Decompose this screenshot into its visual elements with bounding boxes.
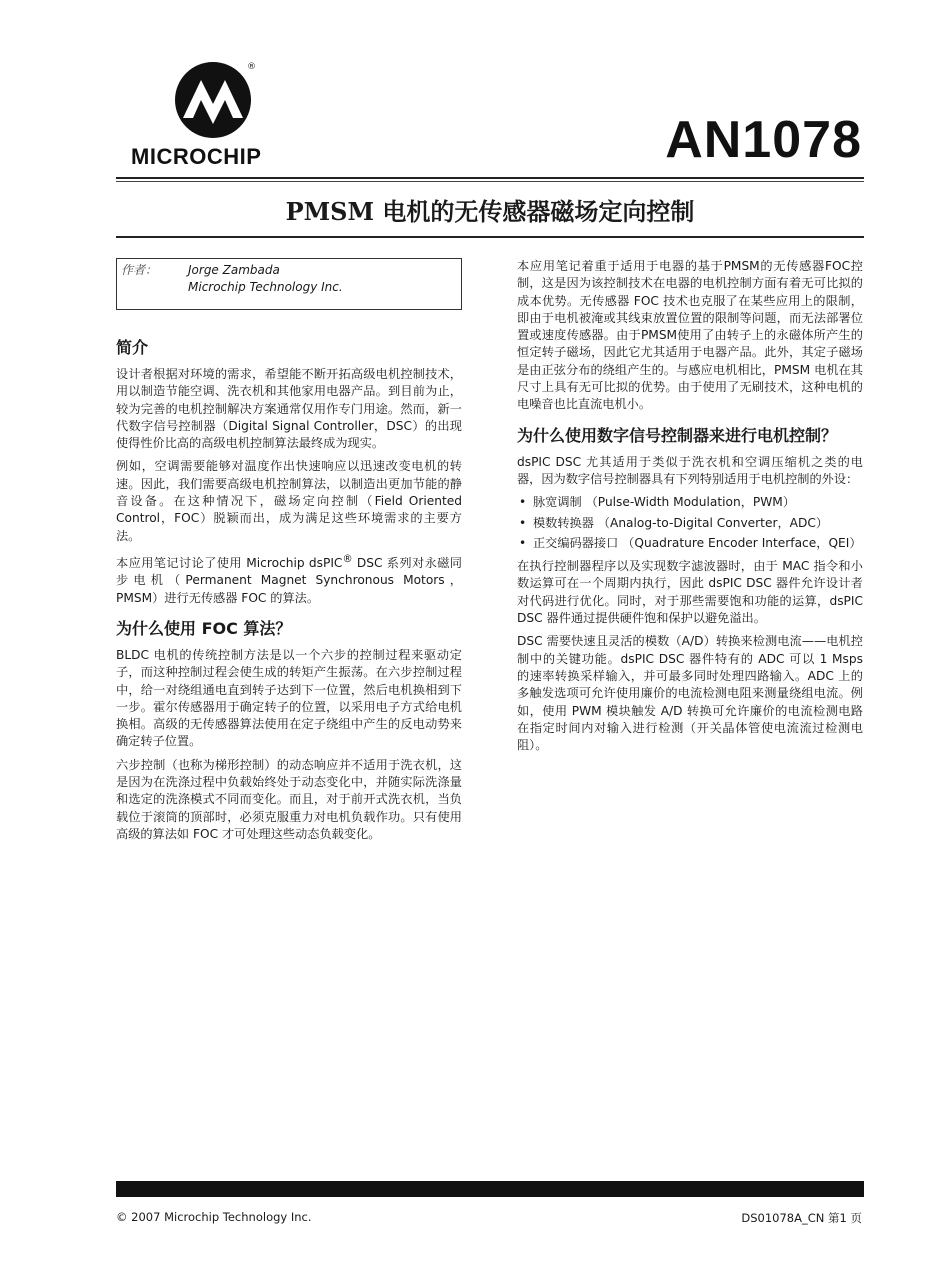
footer-bar (116, 1181, 864, 1197)
list-item (517, 494, 863, 511)
dsc-paragraph-2: 在执行控制器程序以及实现数字滤波器时，由于 MAC 指令和小数运算可在一个周期内执行，因此 dsPIC DSC 器件允许设计者对代码进行优化。同时，对于那些需要饱和功能的运算，dsPIC DSC 器件通过提供硬件饱和保护以避免溢出。 (517, 559, 863, 626)
intro-p3-start: 本应用笔记讨论了使用 Microchip dsPIC (116, 556, 343, 571)
footer-copyright: © 2007 Microchip Technology Inc. (116, 1210, 312, 1224)
intro-heading: 简介 (116, 338, 149, 357)
author-info (188, 262, 343, 296)
footer-page-ref: DS01078A_CN 第1 页 (741, 1211, 862, 1225)
registered-mark: ® (342, 553, 353, 565)
list-item-text: 正交编码器接口 （Quadrature Encoder Interface，QEI） (533, 535, 862, 550)
right-column (517, 258, 863, 760)
right-paragraph-1: 本应用笔记着重于适用于电器的基于PMSM的无传感器FOC控制，这是因为该控制技术在电器的电机控制方面有着无可比拟的成本优势。无传感器 FOC 技术也克服了在某些应用上的限制，即由于电机被淹或其线束放置位置的限制等问题，而无法部署位置或速度传感器。由于PMSM使用了由转子上的永磁体所产生的恒定转子磁场，因此它尤其适用于电器产品。此外，其定子磁场是由正弦分布的绕组产生的。与感应电机相比，PMSM 电机在其尺寸上具有无可比拟的优势。由于使用了无刷技术，这种电机的电噪音也比直流电机小。 (517, 259, 863, 412)
bullet-icon: • (519, 515, 527, 530)
title-rule (116, 236, 864, 238)
header-rule-thin (116, 181, 864, 182)
dsc-paragraph-3: DSC 需要快速且灵活的模数（A/D）转换来检测电流——电机控制中的关键功能。dsPIC DSC 器件特有的 ADC 可以 1 Msps 的速率转换采样输入，并可最多同时处理四路输入。ADC 上的多触发选项可允许使用廉价的电流检测电阻来测量绕组电流。例如，使用 PWM 模块触发 A/D 转换可允许廉价的电流检测电路在指定时间内对输入进行检测（开关晶体管使电流流过检测电阻）。 (517, 634, 863, 753)
intro-paragraph-2: 例如，空调需要能够对温度作出快速响应以迅速改变电机的转速。因此，我们需要高级电机控制算法，以制造出更加节能的静音设备。在这种情况下，磁场定向控制（Field Oriented Control，FOC）脱颖而出，成为满足这些环境需求的主要方法。 (116, 459, 462, 543)
registered-mark: ® (247, 62, 256, 72)
page-title: PMSM 电机的无传感器磁场定向控制 (285, 197, 695, 226)
why-foc-heading: 为什么使用 FOC 算法？ (116, 618, 292, 638)
author-label: 作者： (121, 263, 158, 277)
list-item (517, 515, 863, 532)
author-company: Microchip Technology Inc. (188, 280, 343, 294)
why-foc-paragraph-2: 六步控制（也称为梯形控制）的动态响应并不适用于洗衣机，这是因为在洗涤过程中负载始终处于动态变化中，并随实际洗涤量和选定的洗涤模式不同而变化。而且，对于前开式洗衣机，当负载位于滚筒的顶部时，必须克服重力对电机负载作功。只有使用高级的算法如 FOC 才可处理这些动态负载变化。 (116, 757, 462, 841)
dsc-paragraph-1: dsPIC DSC 尤其适用于类似于洗衣机和空调压缩机之类的电器，因为数字信号控制器具有下列特别适用于电机控制的外设： (517, 454, 863, 486)
left-column (116, 258, 462, 849)
author-box (116, 258, 462, 310)
dsc-heading: 为什么使用数字信号控制器来进行电机控制？ (517, 425, 838, 445)
bullet-icon: • (519, 535, 527, 550)
microchip-logo-icon (171, 60, 255, 140)
intro-paragraph-1: 设计者根据对环境的需求，希望能不断开拓高级电机控制技术，用以制造节能空调、洗衣机和其他家用电器产品。到目前为止，较为完善的电机控制解决方案通常仅用作专门用途。然而，新一代数字信号控制器（Digital Signal Controller，DSC）的出现使得性价比高的高级电机控制算法最终成为现实。 (116, 367, 462, 451)
list-item (517, 535, 863, 552)
intro-p3-end: DSC 系列对永磁同步电机（Permanent Magnet Synchronous Motors，PMSM）进行无传感器 FOC 的算法。 (116, 556, 462, 605)
document-number: AN1078 (665, 111, 862, 169)
peripheral-list (517, 494, 863, 552)
list-item-text: 脉宽调制 （Pulse-Width Modulation，PWM） (533, 495, 796, 510)
intro-paragraph-3 (116, 551, 462, 607)
microchip-logo (131, 60, 301, 168)
logo-wordmark: MICROCHIP (131, 144, 262, 169)
bullet-icon: • (519, 495, 527, 510)
list-item-text: 模数转换器 （Analog-to-Digital Converter，ADC） (533, 515, 829, 530)
why-foc-paragraph-1: BLDC 电机的传统控制方法是以一个六步的控制过程来驱动定子，而这种控制过程会使生成的转矩产生振荡。在六步控制过程中，给一对绕组通电直到转子达到下一位置，然后电机换相到下一步。霍尔传感器用于确定转子的位置，以采用电子方式给电机换相。高级的无传感器算法使用在定子绕组中产生的反电动势来确定转子位置。 (116, 647, 462, 749)
header-rule (116, 177, 864, 179)
author-name: Jorge Zambada (188, 263, 280, 277)
